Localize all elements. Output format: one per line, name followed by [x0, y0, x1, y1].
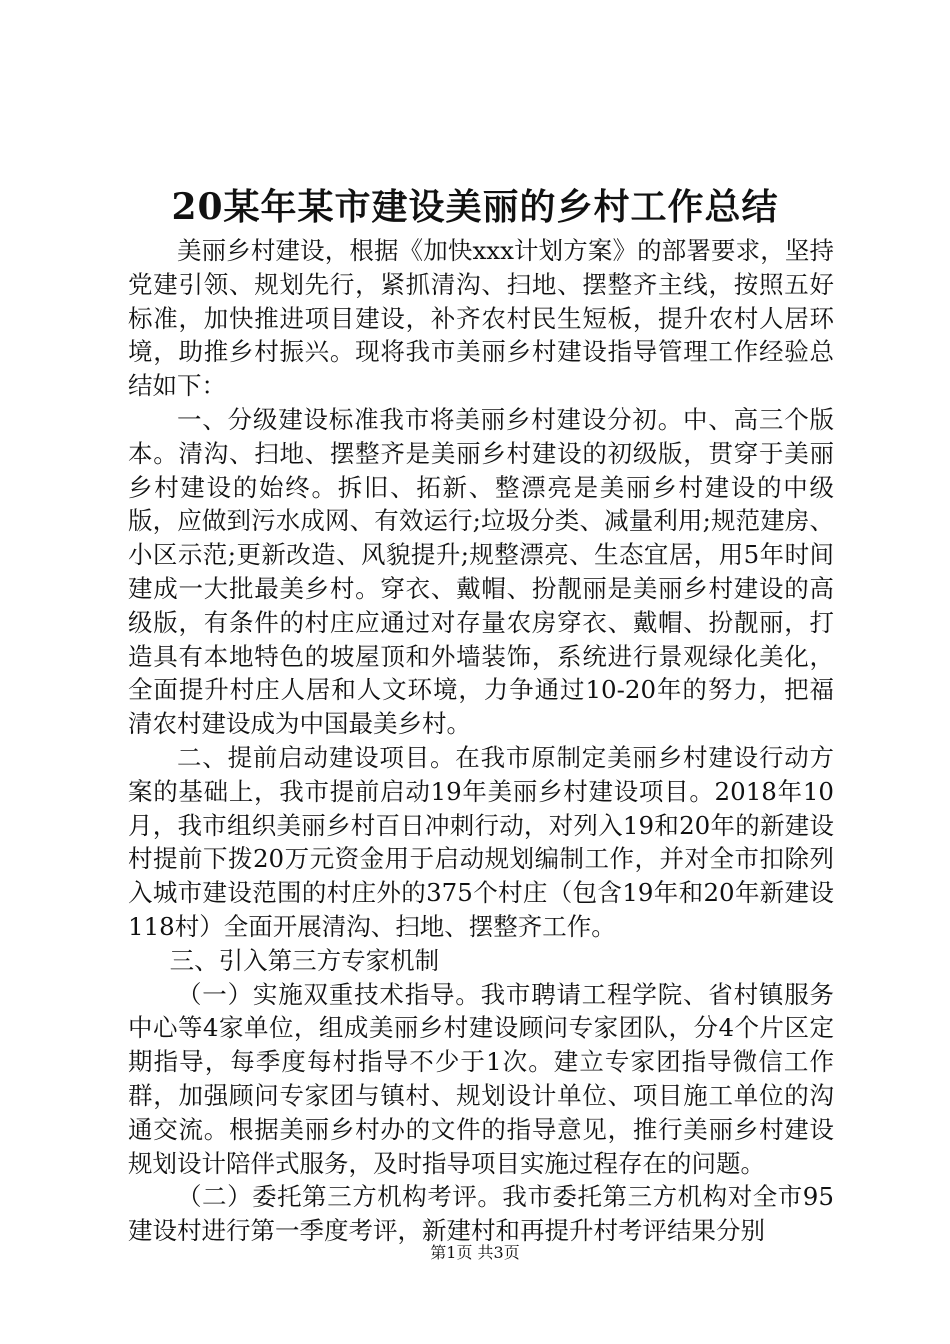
section-3-heading: 三、引入第三方专家机制 [169, 945, 440, 975]
section-3-1-paragraph: （一）实施双重技术指导。我市聘请工程学院、省村镇服务中心等4家单位，组成美丽乡村建设顾问专家团队，分4个片区定期指导，每季度每村指导不少于1次。建立专家团指导微信工作群，加强顾问专家团与镇村、规划设计单位、项目施工单位的沟通交流。根据美丽乡村办的文件的指导意见，推行美丽乡村建设规划设计陪伴式服务，及时指导项目实施过程存在的问题。 [128, 979, 834, 1178]
section-1-paragraph: 一、分级建设标准我市将美丽乡村建设分初。中、高三个版本。清沟、扫地、摆整齐是美丽乡村建设的初级版，贯穿于美丽乡村建设的始终。拆旧、拓新、整漂亮是美丽乡村建设的中级版，应做到污水成网、有效运行;垃圾分类、减量利用;规范建房、小区示范;更新改造、风貌提升;规整漂亮、生态宜居，用5年时间建成一大批最美乡村。穿衣、戴帽、扮靓丽是美丽乡村建设的高级版，有条件的村庄应通过对存量农房穿衣、戴帽、扮靓丽，打造具有本地特色的坡屋顶和外墙装饰，系统进行景观绿化美化，全面提升村庄人居和人文环境，力争通过10-20年的努力，把福清农村建设成为中国最美乡村。 [128, 404, 834, 739]
section-2-paragraph: 二、提前启动建设项目。在我市原制定美丽乡村建设行动方案的基础上，我市提前启动19年美丽乡村建设项目。2018年10月，我市组织美丽乡村百日冲刺行动，对列入19和20年的新建设村提前下拨20万元资金用于启动规划编制工作，并对全市扣除列入城市建设范围的村庄外的375个村庄（包含19年和20年新建设118村）全面开展清沟、扫地、摆整齐工作。 [128, 742, 834, 941]
document-body [128, 234, 834, 1248]
document-title: 20某年某市建设美丽的乡村工作总结 [171, 186, 779, 228]
section-3-2-paragraph: （二）委托第三方机构考评。我市委托第三方机构对全市95建设村进行第一季度考评，新建村和再提升村考评结果分别 [128, 1182, 834, 1246]
intro-paragraph: 美丽乡村建设，根据《加快xxx计划方案》的部署要求，坚持党建引领、规划先行，紧抓清沟、扫地、摆整齐主线，按照五好标准，加快推进项目建设，补齐农村民生短板，提升农村人居环境，助推乡村振兴。现将我市美丽乡村建设指导管理工作经验总结如下： [128, 236, 834, 401]
page-number-footer: 第1页 共3页 [430, 1243, 520, 1262]
